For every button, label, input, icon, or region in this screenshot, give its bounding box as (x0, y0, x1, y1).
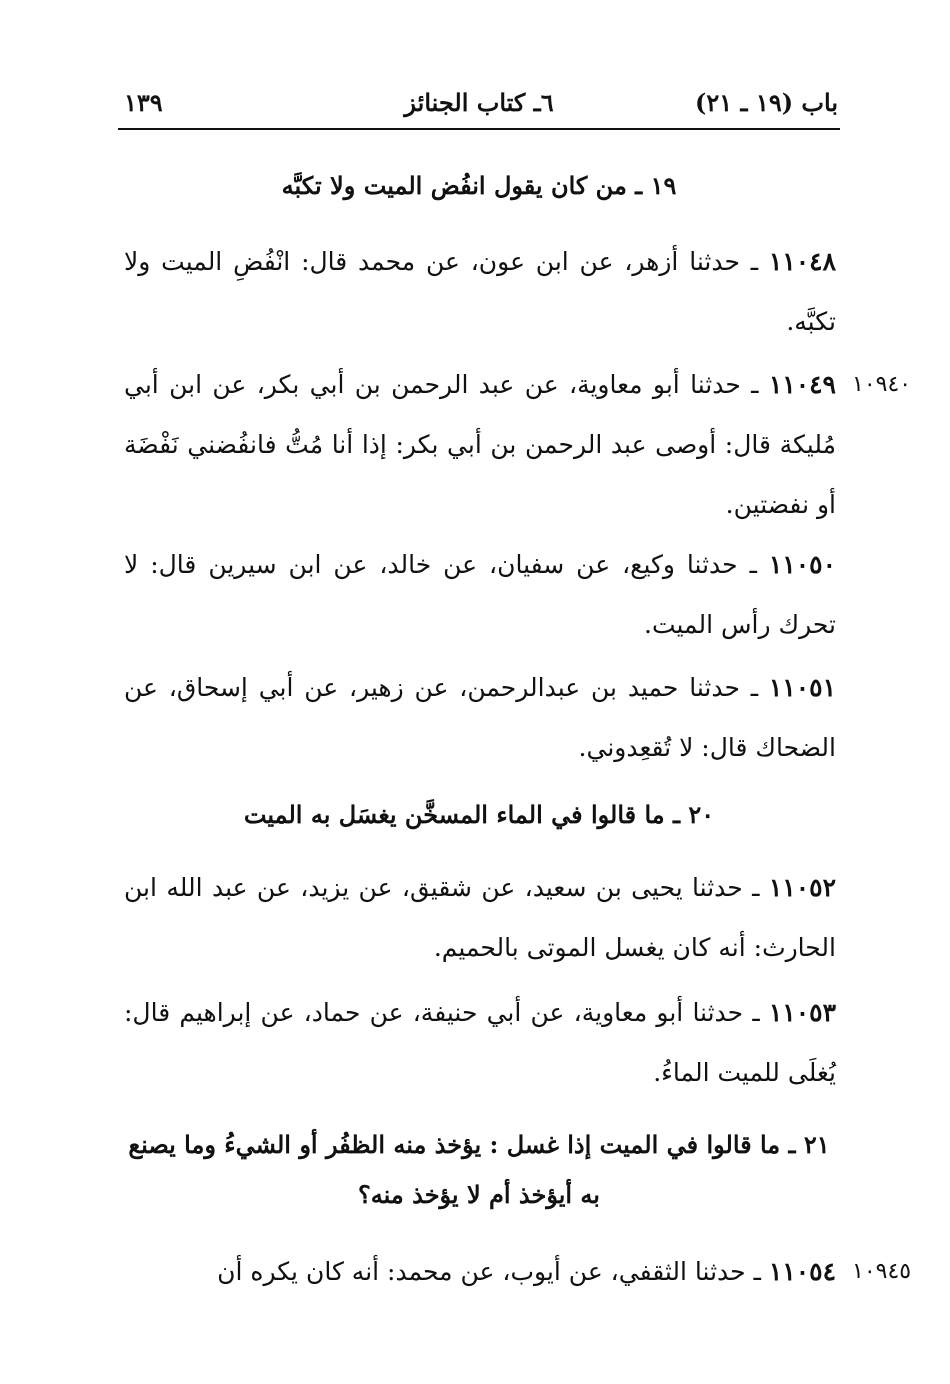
hadith-number: ١١٠٥٢ (768, 873, 836, 902)
margin-number: ١٠٩٤٠ (852, 372, 912, 397)
hadith-text: ـ حدثنا يحيى بن سعيد، عن شقيق، عن يزيد، عن عبد الله ابن الحارث: أنه كان يغسل الموتى بالحميم. (124, 873, 836, 962)
hadith-text: ـ حدثنا أبو معاوية، عن عبد الرحمن بن أبي بكر، عن ابن أبي مُليكة قال: أوصى عبد الرحمن بن أبي بكر: إذا أنا مُتُّ فانفُضني نَفْضَة أو نفضتين. (124, 370, 836, 519)
header-divider (118, 128, 840, 130)
hadith-11054 (124, 1242, 836, 1302)
hadith-11052 (124, 858, 836, 978)
chapter-range: باب (١٩ ـ ٢١) (695, 88, 838, 117)
section-title-21: ٢١ ـ ما قالوا في الميت إذا غسل : يؤخذ منه الظفُر أو الشيءُ وما يصنع به أيؤخذ أم لا يؤخذ منه؟ (128, 1130, 830, 1209)
hadith-number: ١١٠٥٠ (768, 550, 836, 579)
hadith-text: ـ حدثنا أبو معاوية، عن أبي حنيفة، عن حماد، عن إبراهيم قال: يُغلَى للميت الماءُ. (124, 998, 836, 1087)
hadith-text: ـ حدثنا أزهر، عن ابن عون، عن محمد قال: انْفُضِ الميت ولا تكبَّه. (124, 247, 836, 336)
book-title: ٦ـ كتاب الجنائز (404, 88, 554, 117)
running-header (120, 88, 838, 128)
hadith-text: ـ حدثنا حميد بن عبدالرحمن، عن زهير، عن أبي إسحاق، عن الضحاك قال: لا تُقعِدوني. (124, 673, 836, 762)
section-title-20: ٢٠ ـ ما قالوا في الماء المسخَّن يغسَل به الميت (243, 800, 715, 829)
hadith-11051 (124, 658, 836, 778)
margin-number: ١٠٩٤٥ (852, 1259, 912, 1284)
hadith-number: ١١٠٥١ (768, 673, 837, 702)
hadith-11050 (124, 535, 836, 655)
hadith-number: ١١٠٤٨ (768, 247, 837, 276)
hadith-11049 (124, 355, 836, 535)
hadith-text: ـ حدثنا الثقفي، عن أيوب، عن محمد: أنه كان يكره أن (217, 1257, 761, 1286)
hadith-number: ١١٠٤٩ (768, 370, 836, 399)
hadith-11048 (124, 232, 836, 352)
page-number: ١٣٩ (124, 88, 163, 117)
hadith-11053 (124, 983, 836, 1103)
hadith-number: ١١٠٥٣ (768, 998, 836, 1027)
hadith-text: ـ حدثنا وكيع، عن سفيان، عن خالد، عن ابن سيرين قال: لا تحرك رأس الميت. (124, 550, 836, 639)
section-title-19: ١٩ ـ من كان يقول انفُض الميت ولا تكبَّه (281, 171, 677, 200)
hadith-number: ١١٠٥٤ (768, 1257, 836, 1286)
